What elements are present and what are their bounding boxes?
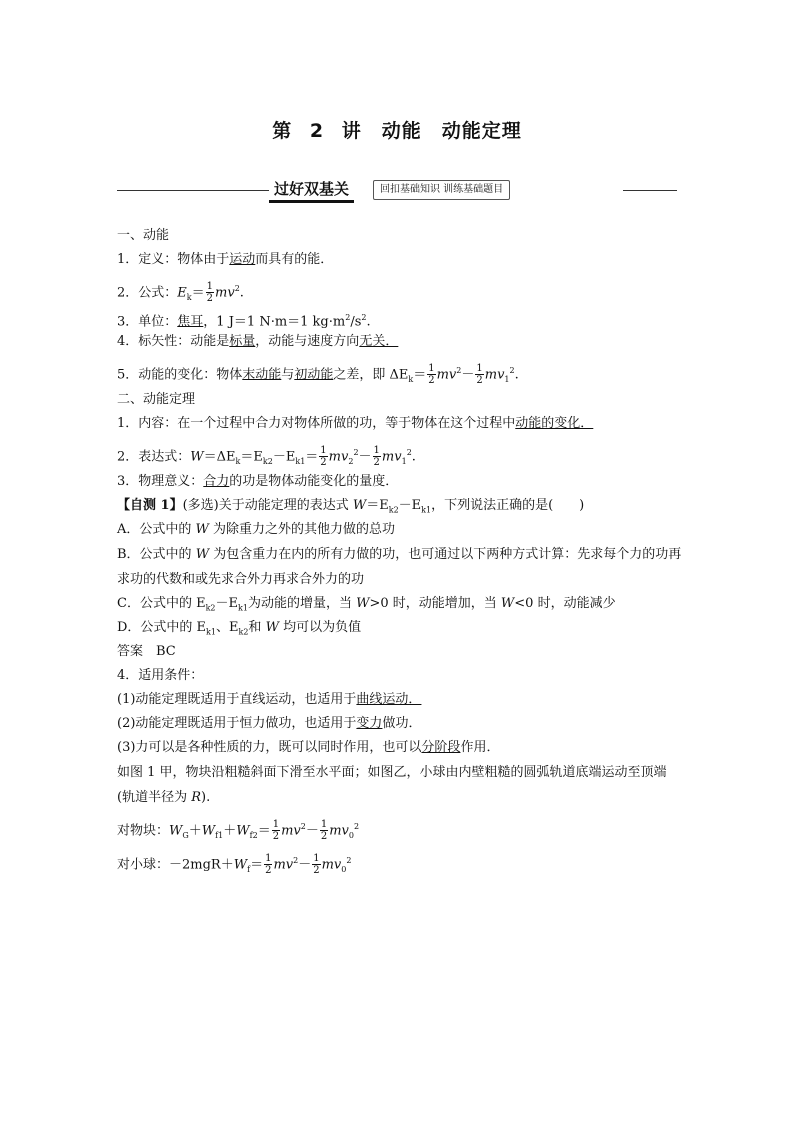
numerator: 1: [428, 363, 435, 375]
symbol: W: [265, 620, 279, 635]
blank-answer: 分阶段: [421, 740, 461, 755]
text: A．公式中的: [117, 522, 196, 537]
symbol: W: [233, 857, 248, 873]
content-line: [117, 412, 682, 436]
text: －: [358, 449, 372, 465]
superscript: 2: [361, 313, 367, 322]
subscript: G: [182, 830, 189, 840]
unit-line: [117, 306, 682, 330]
text: 3．物理意义：: [117, 474, 204, 489]
symbol: W: [195, 522, 209, 537]
subscript: k: [408, 374, 414, 384]
text: ＝ΔE: [203, 449, 236, 465]
symbol: W: [201, 823, 216, 839]
text: －E: [398, 498, 422, 513]
subscript: 0: [348, 830, 354, 840]
text: 2．公式：: [117, 285, 178, 301]
numerator: 1: [313, 853, 320, 865]
text: ＝: [305, 449, 319, 465]
denominator: 2: [320, 831, 328, 843]
blank-answer: 运动: [229, 252, 256, 267]
symbol: W: [190, 449, 204, 465]
symbol: mv: [215, 285, 235, 301]
subscript: k1: [238, 603, 248, 613]
subscript: k2: [262, 456, 273, 466]
numerator: 1: [272, 819, 280, 831]
numerator: 1: [476, 363, 483, 375]
text: ＝: [191, 285, 205, 301]
text: ＋: [223, 823, 237, 839]
text: －E: [215, 596, 239, 611]
text: 1．定义：物体由于: [117, 252, 230, 267]
banner-box: [269, 178, 623, 202]
blank-answer: 合力: [203, 474, 230, 489]
subscript: 1: [401, 456, 407, 466]
text: 5．动能的变化：物体: [117, 367, 243, 383]
text: C．公式中的 E: [117, 596, 206, 611]
conditions-heading: 4．适用条件：: [117, 668, 204, 683]
fraction: [427, 363, 435, 386]
condition-2: [117, 712, 682, 736]
symbol: mv: [328, 449, 349, 465]
page-title: 第 2 讲 动能 动能定理: [272, 120, 522, 142]
text: －: [305, 823, 319, 839]
text: B．公式中的: [117, 547, 196, 562]
fraction: [475, 363, 483, 386]
meaning-line: [117, 470, 682, 494]
text: ，1 J＝1 N·m＝1 kg·m: [203, 314, 346, 330]
option-a: [117, 518, 682, 542]
symbol: W: [169, 823, 183, 839]
blank-answer: 初动能: [294, 367, 334, 383]
text: ＝: [257, 823, 271, 839]
text: ).: [201, 790, 211, 805]
denominator: 2: [313, 865, 320, 877]
text: ＝E: [240, 449, 263, 465]
denominator: 2: [206, 293, 214, 305]
subscript: f: [247, 864, 251, 874]
text: .: [366, 314, 371, 330]
superscript: 2: [406, 448, 412, 457]
blank-answer: 变力: [356, 716, 383, 731]
blank-answer: 无关．: [359, 334, 399, 349]
text: ，下列说法正确的是( ): [431, 498, 585, 513]
subscript: f1: [215, 830, 224, 840]
denominator: 2: [373, 457, 380, 469]
symbol: W: [356, 596, 370, 611]
text: 如图 1 甲，物块沿粗糙斜面下滑至水平面；如图乙，小球由内壁粗糙的圆弧轨道底端运动至顶端(轨道半径为: [117, 765, 667, 805]
block-equation: [117, 810, 682, 844]
numerator: 1: [320, 445, 327, 457]
superscript: 2: [300, 822, 306, 831]
denominator: 2: [265, 865, 272, 877]
denominator: 2: [428, 375, 435, 387]
text: D．公式中的 E: [117, 620, 207, 635]
document-body: [117, 224, 682, 878]
self-test-question: [117, 494, 682, 518]
superscript: 2: [456, 366, 462, 375]
fraction: [319, 445, 327, 468]
text: ＝: [413, 367, 427, 383]
section-heading-kinetic-energy: 一、动能: [117, 228, 170, 243]
section-heading-theorem: 二、动能定理: [117, 392, 196, 407]
fraction: [320, 819, 328, 842]
superscript: 2: [234, 284, 240, 293]
text: .: [411, 449, 416, 465]
text: >0 时，动能增加，当: [369, 596, 501, 611]
scalar-line: [117, 330, 682, 354]
subscript: 1: [504, 374, 510, 384]
text: 为包含重力在内的所有力做的功，也可通过以下两种方式计算：先求每个力的功再求功的代数和或先求合外力再求合外力的功: [117, 547, 682, 587]
text: 为动能的增量，当: [247, 596, 357, 611]
formula-line: [117, 272, 682, 306]
blank-answer: 标量: [229, 334, 256, 349]
text: ＋: [188, 823, 202, 839]
symbol: mv: [281, 823, 301, 839]
text: (1)动能定理既适用于直线运动，也适用于: [117, 692, 357, 707]
text: 作用．: [460, 740, 500, 755]
symbol: W: [195, 547, 210, 562]
superscript: 2: [346, 856, 352, 865]
symbol: W: [236, 823, 250, 839]
subscript: k1: [295, 456, 306, 466]
superscript: 2: [293, 856, 299, 865]
superscript: 2: [345, 313, 351, 322]
text: (3)力可以是各种性质的力，既可以同时作用，也可以: [117, 740, 422, 755]
text: 1．内容：在一个过程中合力对物体所做的功，等于物体在这个过程中: [117, 416, 516, 431]
symbol: mv: [436, 367, 457, 383]
symbol: mv: [329, 823, 349, 839]
subscript: k: [186, 292, 192, 302]
text: 3．单位：: [117, 314, 178, 330]
text: 做功．: [382, 716, 422, 731]
option-b: [117, 542, 682, 592]
subscript: k2: [388, 505, 399, 515]
text: 对物块：: [117, 823, 170, 839]
numerator: 1: [206, 281, 214, 293]
denominator: 2: [476, 375, 483, 387]
expression-line: [117, 436, 682, 470]
text: 4．标矢性：动能是: [117, 334, 230, 349]
fraction: [264, 853, 272, 876]
subscript: k1: [421, 505, 432, 515]
numerator: 1: [265, 853, 272, 865]
question-tag: 【自测 1】: [117, 498, 183, 513]
text: 的功是物体动能变化的量度．: [229, 474, 399, 489]
text: 2．表达式：: [117, 449, 191, 465]
subscript: k1: [206, 627, 216, 637]
text: 而具有的能．: [255, 252, 334, 267]
subscript: k: [235, 456, 241, 466]
superscript: 2: [509, 366, 515, 375]
subscript: k2: [238, 627, 249, 637]
text: <0 时，动能减少: [514, 596, 616, 611]
numerator: 1: [320, 819, 328, 831]
subscript: 0: [341, 864, 347, 874]
symbol: mv: [484, 367, 505, 383]
subscript: f2: [249, 830, 258, 840]
definition-line: [117, 248, 682, 272]
fraction: [373, 445, 381, 468]
option-c: [117, 592, 682, 616]
text: .: [514, 367, 519, 383]
text: 与: [281, 367, 295, 383]
symbol: W: [500, 596, 515, 611]
symbol: E: [177, 285, 187, 301]
answer-line: 答案 BC: [117, 644, 176, 659]
text: /s: [350, 314, 362, 330]
symbol: W: [352, 498, 367, 513]
text: ，动能与速度方向: [255, 334, 360, 349]
text: 和: [248, 620, 266, 635]
fraction: [312, 853, 320, 876]
fraction: [206, 281, 214, 304]
banner-sub-label: 回扣基础知识 训练基础题目: [373, 180, 510, 200]
text: 为除重力之外的其他力做的总功: [208, 522, 396, 537]
option-d: [117, 616, 682, 640]
symbol: mv: [381, 449, 402, 465]
text: (2)动能定理既适用于恒力做功，也适用于: [117, 716, 357, 731]
blank-answer: 曲线运动．: [356, 692, 422, 707]
text: 之差，即 ΔE: [333, 367, 409, 383]
banner-main-label: 过好双基关: [269, 178, 354, 203]
blank-answer: 末动能: [242, 367, 282, 383]
text: －: [298, 857, 312, 873]
superscript: 2: [354, 822, 360, 831]
fraction: [272, 819, 280, 842]
text: ＝: [250, 857, 264, 873]
numerator: 1: [373, 445, 380, 457]
text: 均可以为负值: [278, 620, 362, 635]
change-line: [117, 354, 682, 388]
text: －: [461, 367, 475, 383]
symbol: R: [191, 790, 202, 805]
subscript: 2: [348, 456, 354, 466]
text: ＝E: [366, 498, 389, 513]
section-banner: [117, 178, 677, 202]
text: －E: [272, 449, 296, 465]
condition-1: [117, 688, 682, 712]
text: 对小球：－2mgR＋: [117, 857, 234, 873]
superscript: 2: [353, 448, 359, 457]
ball-equation: [117, 844, 682, 878]
denominator: 2: [320, 457, 327, 469]
blank-answer: 焦耳: [177, 314, 204, 330]
symbol: mv: [273, 857, 294, 873]
blank-answer: 动能的变化．: [515, 416, 594, 431]
text: .: [239, 285, 244, 301]
text: (多选)关于动能定理的表达式: [182, 498, 353, 513]
figure-description: [117, 760, 682, 810]
denominator: 2: [272, 831, 280, 843]
condition-3: [117, 736, 682, 760]
subscript: k2: [205, 603, 216, 613]
symbol: mv: [321, 857, 342, 873]
text: 、E: [215, 620, 239, 635]
